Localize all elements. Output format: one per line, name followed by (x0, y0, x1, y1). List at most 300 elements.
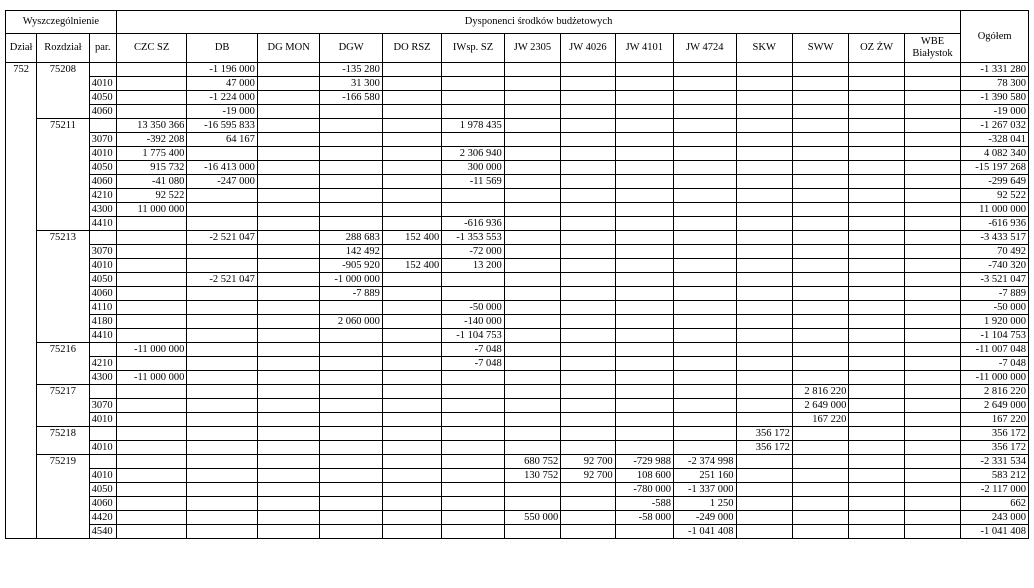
value-cell (116, 511, 187, 525)
value-cell (504, 287, 560, 301)
value-cell (382, 245, 441, 259)
value-cell (442, 273, 504, 287)
value-cell (792, 427, 848, 441)
table-row (6, 315, 1029, 329)
value-cell (792, 231, 848, 245)
value-cell (442, 77, 504, 91)
value-cell: -780 000 (615, 483, 673, 497)
value-cell (382, 301, 441, 315)
value-cell (849, 259, 904, 273)
value-cell (320, 413, 382, 427)
value-cell (674, 119, 736, 133)
value-cell (561, 497, 615, 511)
paragraf-cell: 4050 (89, 273, 116, 287)
value-cell (792, 273, 848, 287)
rozdzial-cell: 75211 (37, 119, 89, 231)
header-column: DB (187, 34, 258, 63)
rozdzial-cell: 75216 (37, 343, 89, 385)
value-cell: -905 920 (320, 259, 382, 273)
table-row (6, 511, 1029, 525)
value-cell (561, 63, 615, 77)
value-cell (320, 483, 382, 497)
value-cell (187, 469, 258, 483)
value-cell (792, 511, 848, 525)
value-cell (561, 91, 615, 105)
value-cell: 2 060 000 (320, 315, 382, 329)
value-cell (792, 371, 848, 385)
value-cell (561, 119, 615, 133)
value-cell (849, 315, 904, 329)
value-cell (674, 245, 736, 259)
total-cell: -11 000 000 (961, 371, 1029, 385)
value-cell (561, 133, 615, 147)
paragraf-cell: 4300 (89, 203, 116, 217)
total-cell: 356 172 (961, 441, 1029, 455)
value-cell (736, 245, 792, 259)
value-cell (904, 147, 961, 161)
value-cell (116, 385, 187, 399)
value-cell (849, 427, 904, 441)
header-column: JW 4724 (674, 34, 736, 63)
value-cell (792, 63, 848, 77)
value-cell: 300 000 (442, 161, 504, 175)
value-cell (116, 301, 187, 315)
value-cell (615, 413, 673, 427)
value-cell (904, 301, 961, 315)
header-column: CZC SZ (116, 34, 187, 63)
header-ogolem: Ogółem (961, 11, 1029, 63)
paragraf-cell: 4060 (89, 497, 116, 511)
value-cell (382, 385, 441, 399)
paragraf-cell: 4010 (89, 413, 116, 427)
value-cell (615, 133, 673, 147)
value-cell (561, 511, 615, 525)
value-cell (674, 385, 736, 399)
total-cell: 78 300 (961, 77, 1029, 91)
value-cell (187, 301, 258, 315)
value-cell: 31 300 (320, 77, 382, 91)
value-cell (442, 385, 504, 399)
value-cell: -1 224 000 (187, 91, 258, 105)
value-cell (116, 329, 187, 343)
value-cell: 47 000 (187, 77, 258, 91)
header-column: OZ ŻW (849, 34, 904, 63)
value-cell (187, 399, 258, 413)
value-cell (849, 357, 904, 371)
value-cell (382, 189, 441, 203)
value-cell (561, 105, 615, 119)
value-cell (792, 133, 848, 147)
value-cell (257, 105, 319, 119)
value-cell (904, 91, 961, 105)
value-cell: 92 700 (561, 455, 615, 469)
value-cell (904, 357, 961, 371)
value-cell: -1 353 553 (442, 231, 504, 245)
value-cell (904, 161, 961, 175)
value-cell (904, 399, 961, 413)
table-row (6, 343, 1029, 357)
header-dzial: Dział (6, 34, 37, 63)
value-cell (382, 483, 441, 497)
value-cell (736, 161, 792, 175)
value-cell (849, 203, 904, 217)
value-cell (674, 315, 736, 329)
value-cell (382, 455, 441, 469)
value-cell (257, 259, 319, 273)
paragraf-cell: 4210 (89, 189, 116, 203)
value-cell (736, 203, 792, 217)
value-cell (674, 343, 736, 357)
value-cell (561, 371, 615, 385)
value-cell (736, 469, 792, 483)
value-cell (116, 525, 187, 539)
value-cell (849, 175, 904, 189)
value-cell: -588 (615, 497, 673, 511)
value-cell (674, 147, 736, 161)
value-cell: -16 595 833 (187, 119, 258, 133)
value-cell (561, 147, 615, 161)
value-cell (674, 175, 736, 189)
value-cell (561, 525, 615, 539)
value-cell (792, 119, 848, 133)
value-cell (674, 329, 736, 343)
paragraf-cell: 4010 (89, 441, 116, 455)
value-cell (257, 91, 319, 105)
value-cell (442, 133, 504, 147)
total-cell: -3 433 517 (961, 231, 1029, 245)
value-cell (674, 427, 736, 441)
paragraf-cell: 4010 (89, 147, 116, 161)
value-cell (904, 231, 961, 245)
value-cell (736, 273, 792, 287)
paragraf-cell: 4050 (89, 483, 116, 497)
total-cell: 356 172 (961, 427, 1029, 441)
value-cell (792, 343, 848, 357)
table-row (6, 497, 1029, 511)
header-dysponenci: Dysponenci środków budżetowych (116, 11, 960, 34)
value-cell (736, 231, 792, 245)
value-cell (442, 511, 504, 525)
value-cell (736, 371, 792, 385)
value-cell (257, 273, 319, 287)
value-cell (320, 525, 382, 539)
value-cell (615, 525, 673, 539)
value-cell (442, 371, 504, 385)
value-cell (382, 329, 441, 343)
rozdzial-cell: 75208 (37, 63, 89, 119)
value-cell (792, 455, 848, 469)
value-cell (736, 105, 792, 119)
table-row (6, 63, 1029, 77)
header-wyszczegolnienie: Wyszczególnienie (6, 11, 117, 34)
value-cell (736, 343, 792, 357)
value-cell (320, 329, 382, 343)
value-cell (792, 91, 848, 105)
table-row (6, 469, 1029, 483)
value-cell (904, 77, 961, 91)
paragraf-cell: 4050 (89, 161, 116, 175)
value-cell (382, 413, 441, 427)
value-cell (382, 91, 441, 105)
value-cell (257, 119, 319, 133)
value-cell (116, 217, 187, 231)
header-par: par. (89, 34, 116, 63)
value-cell (561, 77, 615, 91)
value-cell (792, 357, 848, 371)
total-cell: 167 220 (961, 413, 1029, 427)
value-cell (674, 273, 736, 287)
value-cell (257, 189, 319, 203)
value-cell (674, 217, 736, 231)
value-cell (382, 511, 441, 525)
value-cell: 92 700 (561, 469, 615, 483)
table-row (6, 105, 1029, 119)
value-cell (382, 371, 441, 385)
value-cell (736, 217, 792, 231)
value-cell (792, 329, 848, 343)
value-cell (442, 189, 504, 203)
value-cell (382, 427, 441, 441)
value-cell (504, 441, 560, 455)
value-cell (849, 385, 904, 399)
value-cell (849, 119, 904, 133)
value-cell (382, 147, 441, 161)
value-cell (849, 133, 904, 147)
value-cell: 2 306 940 (442, 147, 504, 161)
table-row (6, 77, 1029, 91)
table-row (6, 385, 1029, 399)
value-cell (504, 175, 560, 189)
value-cell (561, 427, 615, 441)
value-cell (904, 413, 961, 427)
value-cell: 152 400 (382, 259, 441, 273)
value-cell (792, 259, 848, 273)
value-cell (904, 203, 961, 217)
value-cell: -140 000 (442, 315, 504, 329)
value-cell (257, 217, 319, 231)
value-cell (561, 357, 615, 371)
value-cell: -729 988 (615, 455, 673, 469)
value-cell (561, 231, 615, 245)
paragraf-cell: 4410 (89, 217, 116, 231)
value-cell (561, 175, 615, 189)
table-body (6, 63, 1029, 539)
value-cell (674, 441, 736, 455)
value-cell: -1 337 000 (674, 483, 736, 497)
value-cell (257, 147, 319, 161)
value-cell (116, 315, 187, 329)
value-cell (116, 399, 187, 413)
value-cell: -11 569 (442, 175, 504, 189)
value-cell (792, 203, 848, 217)
value-cell (674, 413, 736, 427)
value-cell (116, 427, 187, 441)
paragraf-cell (89, 455, 116, 469)
table-row (6, 301, 1029, 315)
value-cell (382, 343, 441, 357)
paragraf-cell: 4050 (89, 91, 116, 105)
value-cell (382, 133, 441, 147)
paragraf-cell: 4420 (89, 511, 116, 525)
value-cell (320, 203, 382, 217)
value-cell (849, 77, 904, 91)
total-cell: 70 492 (961, 245, 1029, 259)
value-cell (187, 189, 258, 203)
value-cell (736, 385, 792, 399)
value-cell (736, 301, 792, 315)
value-cell (561, 441, 615, 455)
value-cell (504, 77, 560, 91)
value-cell (116, 105, 187, 119)
value-cell (849, 231, 904, 245)
value-cell (320, 217, 382, 231)
value-cell (504, 399, 560, 413)
table-row (6, 273, 1029, 287)
value-cell (849, 413, 904, 427)
value-cell: 915 732 (116, 161, 187, 175)
total-cell: -740 320 (961, 259, 1029, 273)
total-cell: -1 267 032 (961, 119, 1029, 133)
value-cell (187, 511, 258, 525)
paragraf-cell (89, 343, 116, 357)
value-cell (736, 259, 792, 273)
header-row-sub (6, 34, 1029, 63)
table-row (6, 371, 1029, 385)
value-cell (504, 259, 560, 273)
value-cell (736, 119, 792, 133)
value-cell (442, 427, 504, 441)
value-cell (442, 91, 504, 105)
paragraf-cell: 3070 (89, 133, 116, 147)
value-cell (792, 147, 848, 161)
value-cell (257, 203, 319, 217)
header-column: JW 2305 (504, 34, 560, 63)
total-cell: 2 649 000 (961, 399, 1029, 413)
value-cell (504, 483, 560, 497)
value-cell (904, 469, 961, 483)
value-cell (615, 343, 673, 357)
total-cell: -7 048 (961, 357, 1029, 371)
value-cell (615, 175, 673, 189)
header-column: SKW (736, 34, 792, 63)
value-cell (257, 469, 319, 483)
value-cell (257, 427, 319, 441)
value-cell (187, 385, 258, 399)
value-cell (792, 77, 848, 91)
value-cell (504, 329, 560, 343)
value-cell (736, 77, 792, 91)
value-cell (320, 455, 382, 469)
value-cell (504, 273, 560, 287)
value-cell: -16 413 000 (187, 161, 258, 175)
value-cell (257, 245, 319, 259)
value-cell (504, 427, 560, 441)
total-cell: -2 117 000 (961, 483, 1029, 497)
table-row (6, 231, 1029, 245)
value-cell (116, 245, 187, 259)
value-cell (615, 399, 673, 413)
total-cell: -1 331 280 (961, 63, 1029, 77)
total-cell: 11 000 000 (961, 203, 1029, 217)
value-cell (320, 147, 382, 161)
value-cell: 680 752 (504, 455, 560, 469)
total-cell: 1 920 000 (961, 315, 1029, 329)
total-cell: -1 041 408 (961, 525, 1029, 539)
value-cell (382, 399, 441, 413)
value-cell: -72 000 (442, 245, 504, 259)
value-cell (257, 371, 319, 385)
table-row (6, 287, 1029, 301)
value-cell (442, 469, 504, 483)
value-cell (849, 287, 904, 301)
value-cell (615, 231, 673, 245)
value-cell (320, 119, 382, 133)
total-cell: 583 212 (961, 469, 1029, 483)
value-cell (187, 483, 258, 497)
value-cell (320, 357, 382, 371)
value-cell (187, 259, 258, 273)
value-cell (257, 483, 319, 497)
value-cell (561, 385, 615, 399)
value-cell (849, 105, 904, 119)
value-cell (116, 287, 187, 301)
value-cell: 108 600 (615, 469, 673, 483)
header-column: JW 4026 (561, 34, 615, 63)
value-cell (615, 329, 673, 343)
dzial-cell: 752 (6, 63, 37, 539)
table-row (6, 175, 1029, 189)
paragraf-cell (89, 231, 116, 245)
value-cell (904, 525, 961, 539)
value-cell (382, 175, 441, 189)
value-cell (615, 161, 673, 175)
value-cell (504, 189, 560, 203)
value-cell (904, 511, 961, 525)
paragraf-cell: 3070 (89, 399, 116, 413)
value-cell (736, 357, 792, 371)
value-cell (904, 371, 961, 385)
paragraf-cell: 4540 (89, 525, 116, 539)
value-cell (257, 525, 319, 539)
value-cell (504, 91, 560, 105)
value-cell (257, 441, 319, 455)
value-cell (561, 189, 615, 203)
value-cell (849, 301, 904, 315)
value-cell (849, 455, 904, 469)
paragraf-cell: 4110 (89, 301, 116, 315)
value-cell (674, 231, 736, 245)
value-cell (187, 329, 258, 343)
value-cell (116, 91, 187, 105)
value-cell (320, 497, 382, 511)
value-cell (504, 371, 560, 385)
paragraf-cell (89, 427, 116, 441)
value-cell (849, 273, 904, 287)
value-cell (116, 455, 187, 469)
value-cell (504, 133, 560, 147)
table-row (6, 245, 1029, 259)
value-cell (736, 147, 792, 161)
value-cell (849, 469, 904, 483)
value-cell (904, 259, 961, 273)
value-cell (504, 315, 560, 329)
paragraf-cell: 4060 (89, 287, 116, 301)
value-cell (849, 525, 904, 539)
value-cell (849, 91, 904, 105)
value-cell (257, 329, 319, 343)
value-cell (442, 525, 504, 539)
value-cell (792, 245, 848, 259)
